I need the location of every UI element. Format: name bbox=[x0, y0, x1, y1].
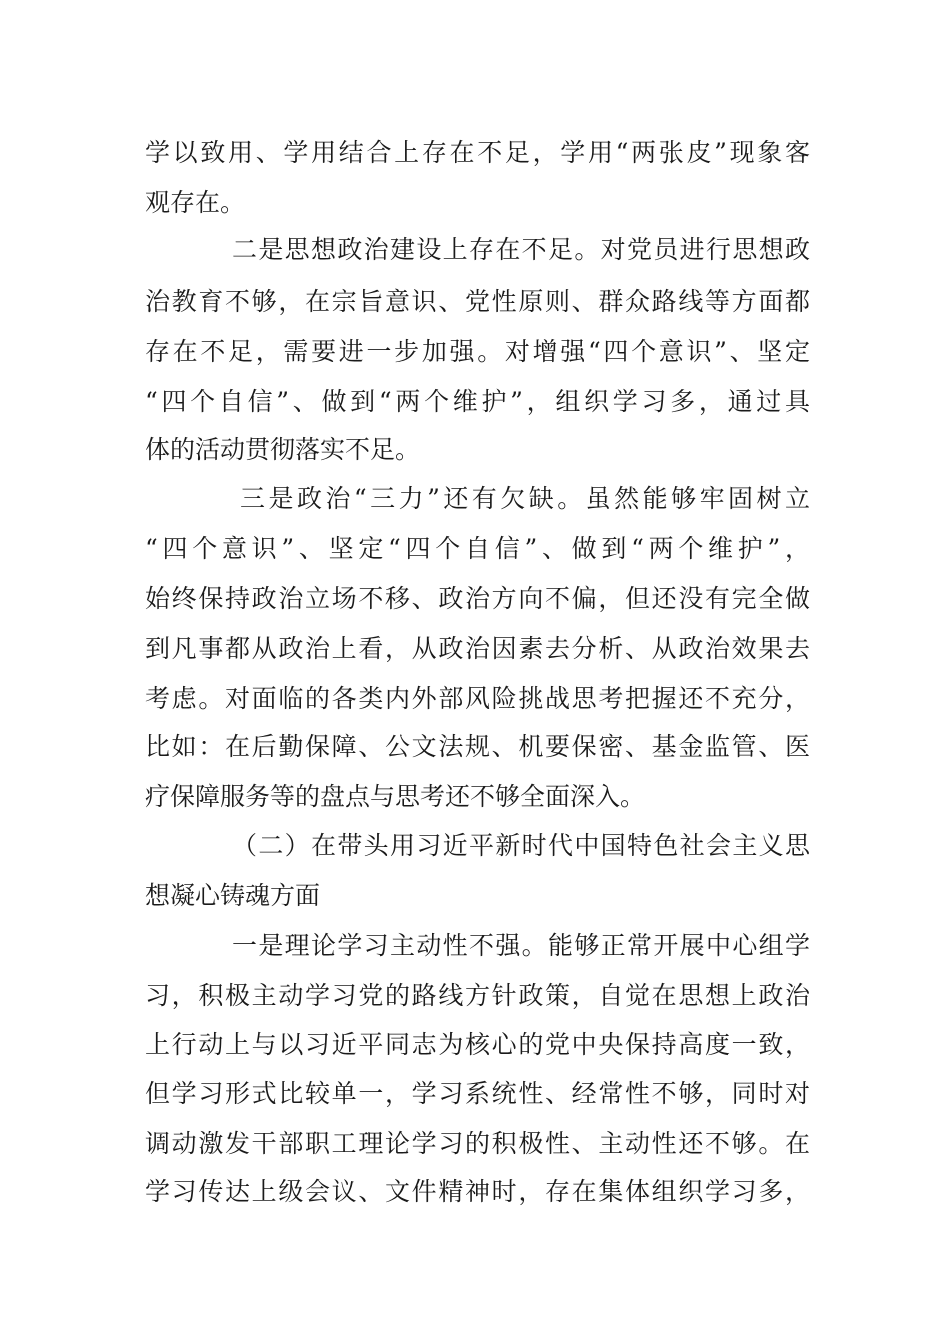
text-line: 存在不足，需要进一步加强。对增强“四个意识”、坚定 bbox=[145, 337, 810, 366]
heading-line: （二）在带头用习近平新时代中国特色社会主义思 bbox=[232, 831, 810, 860]
text-line: 考虑。对面临的各类内外部风险挑战思考把握还不充分， bbox=[145, 684, 810, 713]
text-line: 三是政治“三力”还有欠缺。虽然能够牢固树立 bbox=[240, 484, 810, 513]
text-line: “四个意识”、坚定“四个自信”、做到“两个维护”， bbox=[145, 534, 810, 563]
text-line: 习，积极主动学习党的路线方针政策，自觉在思想上政治 bbox=[145, 981, 810, 1010]
text-line: 上行动上与以习近平同志为核心的党中央保持高度一致， bbox=[145, 1030, 810, 1059]
text-line: 学习传达上级会议、文件精神时，存在集体组织学习多， bbox=[145, 1177, 810, 1206]
text-line: 但学习形式比较单一，学习系统性、经常性不够，同时对 bbox=[145, 1079, 810, 1108]
text-line: 一是理论学习主动性不强。能够正常开展中心组学 bbox=[232, 931, 810, 960]
text-line: 体的活动贯彻落实不足。 bbox=[145, 435, 421, 464]
text-line: 始终保持政治立场不移、政治方向不偏，但还没有完全做 bbox=[145, 584, 810, 613]
heading-line: 想凝心铸魂方面 bbox=[145, 881, 321, 910]
text-line: 观存在。 bbox=[145, 188, 246, 217]
text-line: 到凡事都从政治上看，从政治因素去分析、从政治效果去 bbox=[145, 634, 810, 663]
text-line: 比如：在后勤保障、公文法规、机要保密、基金监管、医 bbox=[145, 732, 810, 761]
text-line: 学以致用、学用结合上存在不足，学用“两张皮”现象客 bbox=[145, 138, 810, 167]
text-line: 调动激发干部职工理论学习的积极性、主动性还不够。在 bbox=[145, 1129, 810, 1158]
text-line: 治教育不够，在宗旨意识、党性原则、群众路线等方面都 bbox=[145, 287, 810, 316]
text-line: “四个自信”、做到“两个维护”，组织学习多，通过具 bbox=[145, 387, 810, 416]
text-line: 疗保障服务等的盘点与思考还不够全面深入。 bbox=[145, 782, 646, 811]
text-line: 二是思想政治建设上存在不足。对党员进行思想政 bbox=[232, 235, 810, 264]
